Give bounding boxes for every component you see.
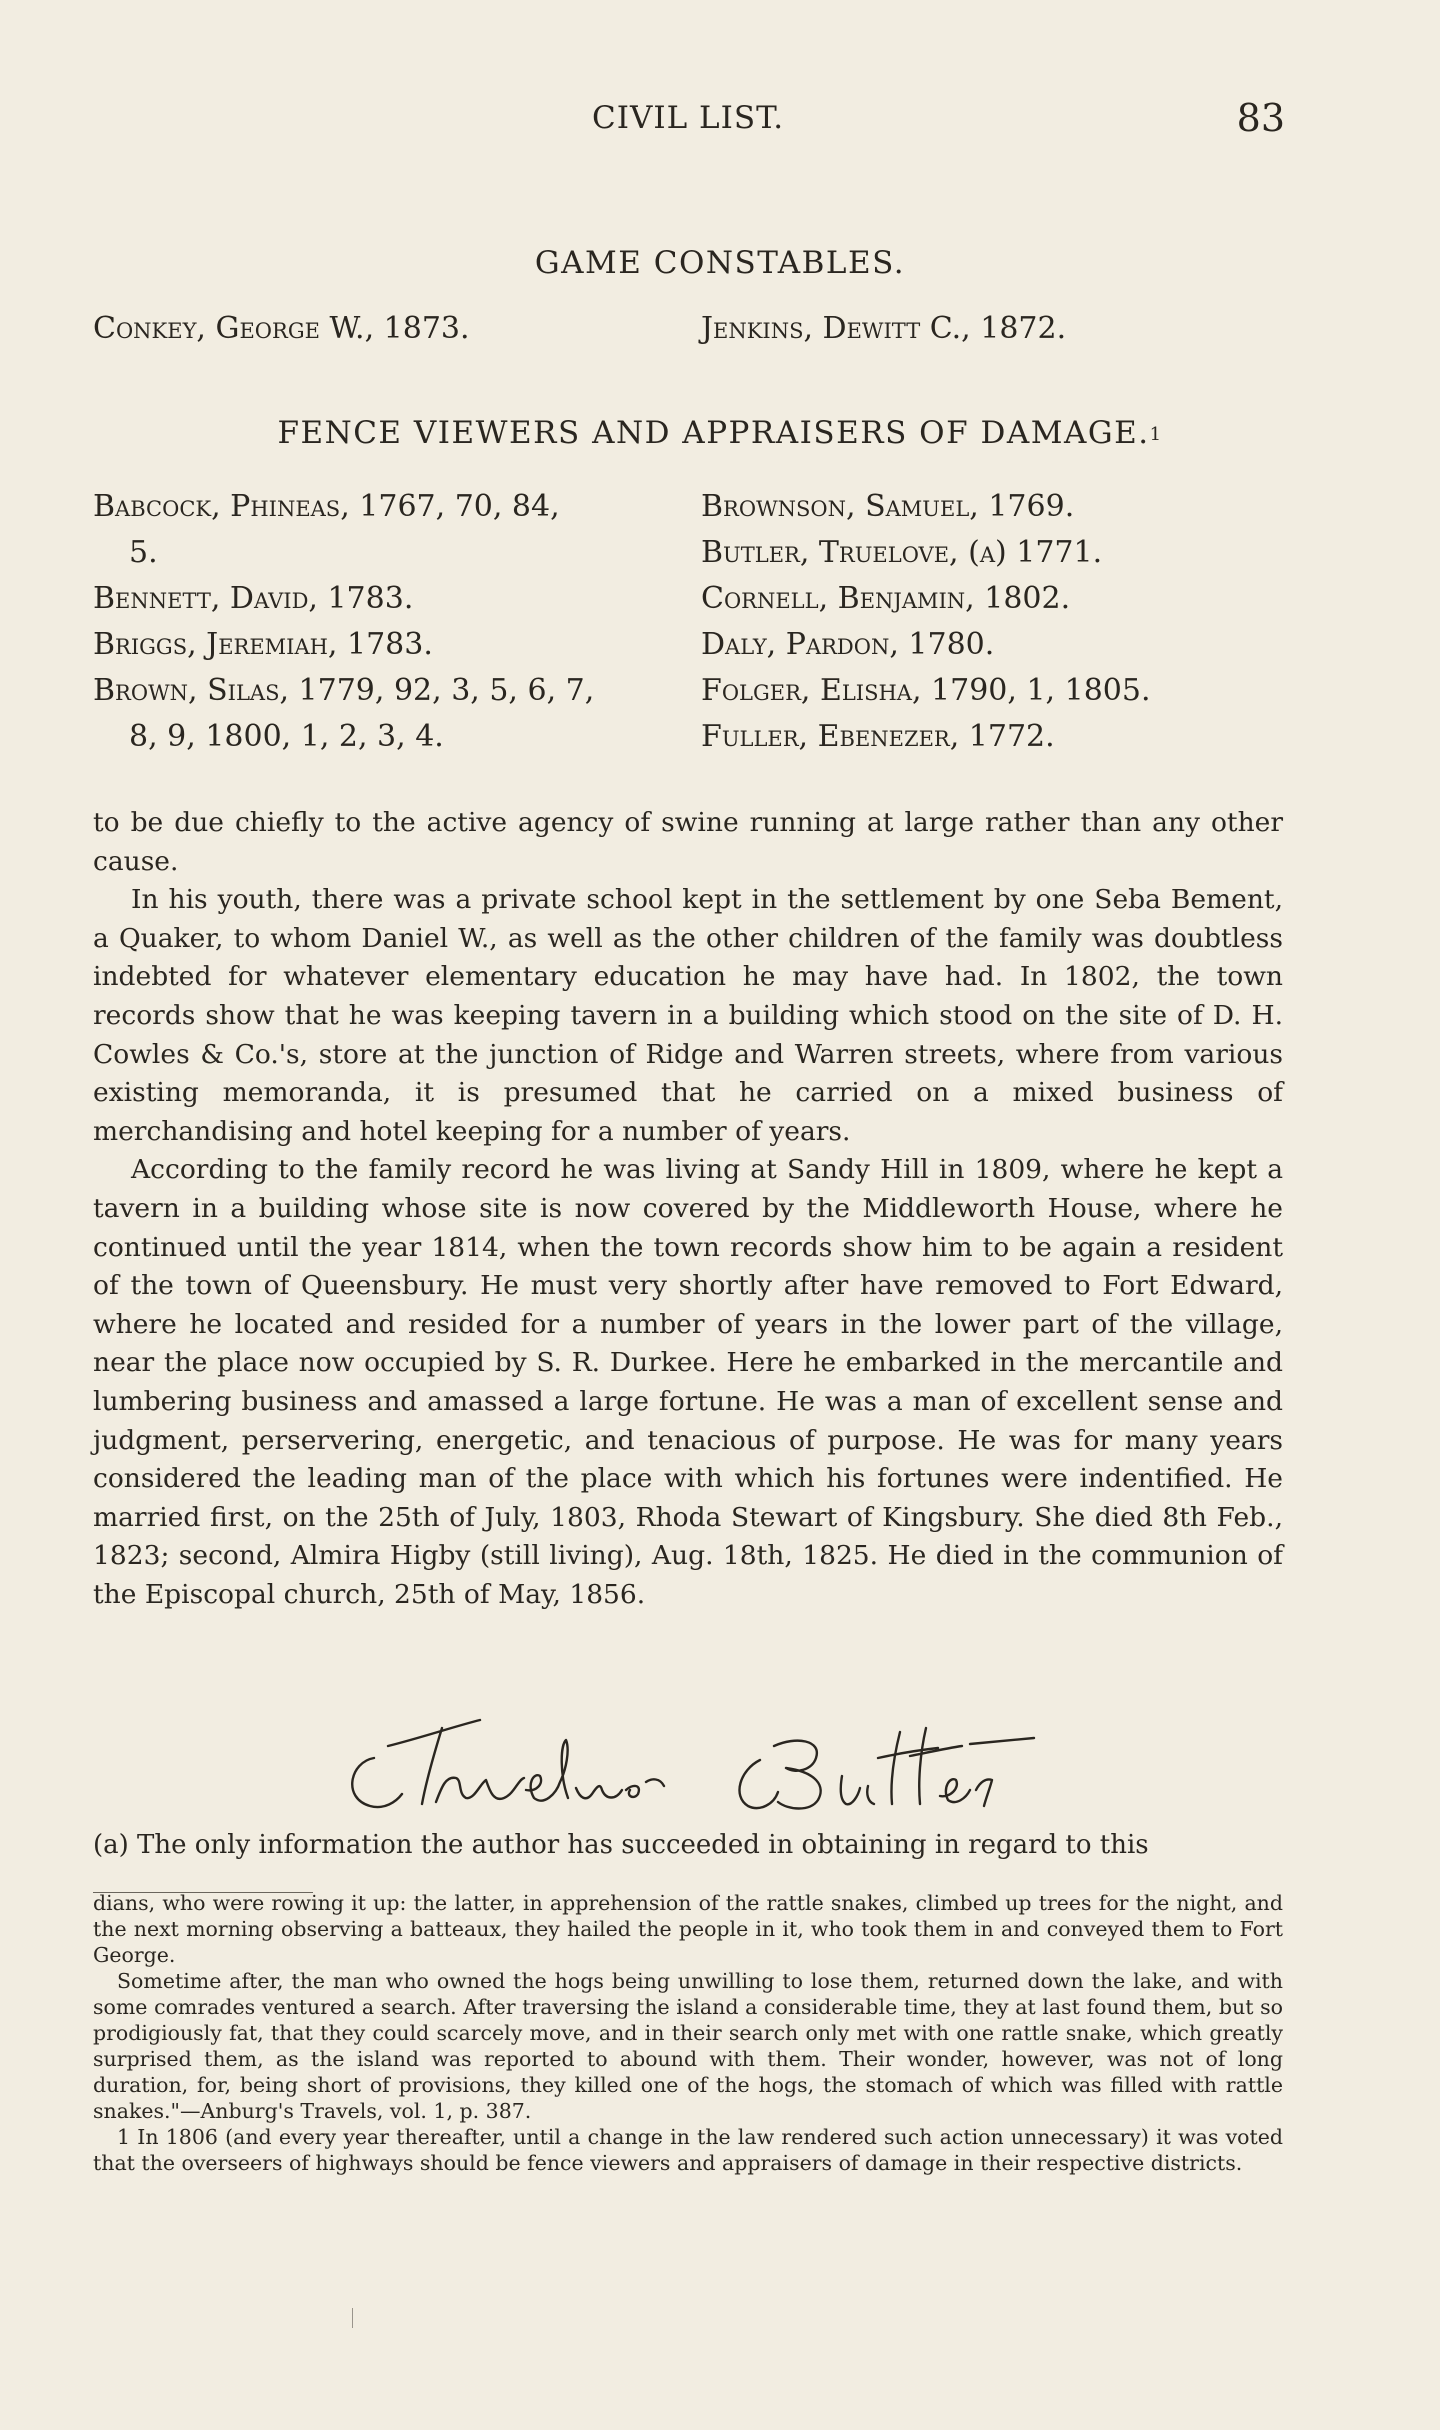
paragraph: In his youth, there was a private school kept in the settlement by one Seba Bement, a Quaker, to whom Daniel W., as well as the other children of the family was doubtless indebted for whatever elementary education he may have had. In 1802, the town records show that he was keeping tavern in a building which stood on the site of D. H. Cowles & Co.'s, store at the junction of Ridge and Warren streets, where from various existing memoranda, it is presumed that he carried on a mixed business of merchandising and hotel keeping for a number of years. — [93, 884, 1283, 1147]
list-item: Folger, Elisha, 1790, 1, 1805. — [701, 673, 1151, 708]
footnote-a: (a) The only information the author has succeeded in obtaining in regard to this — [93, 1830, 1149, 1860]
fence-viewers-right-column — [701, 484, 1151, 760]
list-item: Conkey, George W., 1873. — [93, 311, 470, 346]
list-item: 5. — [129, 535, 158, 570]
paragraph: According to the family record he was living at Sandy Hill in 1809, where he kept a tavern in a building whose site is now covered by the Middleworth House, where he continued until the year 1814, when the town records show him to be again a resident of the town of Queensbury. He must very shortly after have removed to Fort Edward, where he located and resided for a number of years in the lower part of the village, near the place now occupied by S. R. Durkee. Here he embarked in the mercantile and lumbering business and amassed a large fortune. He was a man of excellent sense and judgment, perservering, energetic, and tenacious of purpose. He was for many years considered the leading man of the place with which his fortunes were indentified. He married first, on the 25th of July, 1803, Rhoda Stewart of Kingsbury. She died 8th Feb., 1823; second, Almira Higby (still living), Aug. 18th, 1825. He died in the communion of the Episcopal church, 25th of May, 1856. — [93, 1154, 1283, 1610]
footnote-text: Sometime after, the man who owned the hogs being unwilling to lose them, returned down the lake, and with some comrades ventured a search. After traversing the island a considerable time, they at last found them, but so prodigiously fat, that they could scarcely move, and in their search only met with one rattle snake, which greatly surprised them, as the island was reported to abound with them. Their wonder, however, was not of long duration, for, being short of provisions, they killed one of the hogs, the stomach of which was filled with rattle snakes."—Anburg's Travels, vol. 1, p. 387. — [93, 1969, 1283, 2123]
footnote-text: dians, who were rowing it up: the latter, in apprehension of the rattle snakes, climbed up trees for the night, and the next morning observing a batteaux, they hailed the people in it, who took them in and conveyed them to Fort George. — [93, 1891, 1283, 1967]
fence-viewers-left-column — [93, 484, 594, 760]
footnotes — [93, 1890, 1283, 2176]
game-constables-left-column — [93, 306, 470, 352]
running-title: CIVIL LIST. — [592, 100, 785, 136]
list-item: Jenkins, Dewitt C., 1872. — [701, 311, 1067, 346]
fence-viewers-heading — [0, 415, 1440, 451]
list-item: 8, 9, 1800, 1, 2, 3, 4. — [129, 719, 444, 754]
list-item: Butler, Truelove, (a) 1771. — [701, 535, 1103, 570]
footnote-marker: 1 — [1149, 424, 1163, 445]
print-mark — [352, 2308, 353, 2328]
fence-viewers-title: FENCE VIEWERS AND APPRAISERS OF DAMAGE. — [277, 415, 1150, 451]
game-constables-right-column — [701, 306, 1066, 352]
list-item: Babcock, Phineas, 1767, 70, 84, — [93, 489, 560, 524]
game-constables-heading: GAME CONSTABLES. — [534, 245, 906, 281]
list-item: Briggs, Jeremiah, 1783. — [93, 627, 433, 662]
list-item: Cornell, Benjamin, 1802. — [701, 581, 1071, 616]
running-head — [0, 96, 1440, 146]
list-item: Brownson, Samuel, 1769. — [701, 489, 1075, 524]
biography-text — [93, 804, 1283, 1614]
list-item: Fuller, Ebenezer, 1772. — [701, 719, 1055, 754]
paragraph: to be due chiefly to the active agency of swine running at large rather than any other cause. — [93, 807, 1283, 877]
footnote-text: 1 In 1806 (and every year thereafter, until a change in the law rendered such action unnecessary) it was voted that the overseers of highways should be fence viewers and appraisers of damage in their respective districts. — [93, 2125, 1283, 2175]
list-item: Bennett, David, 1783. — [93, 581, 414, 616]
handwritten-signature — [330, 1706, 1050, 1816]
list-item: Daly, Pardon, 1780. — [701, 627, 995, 662]
list-item: Brown, Silas, 1779, 92, 3, 5, 6, 7, — [93, 673, 595, 708]
page-number: 83 — [1236, 96, 1285, 140]
